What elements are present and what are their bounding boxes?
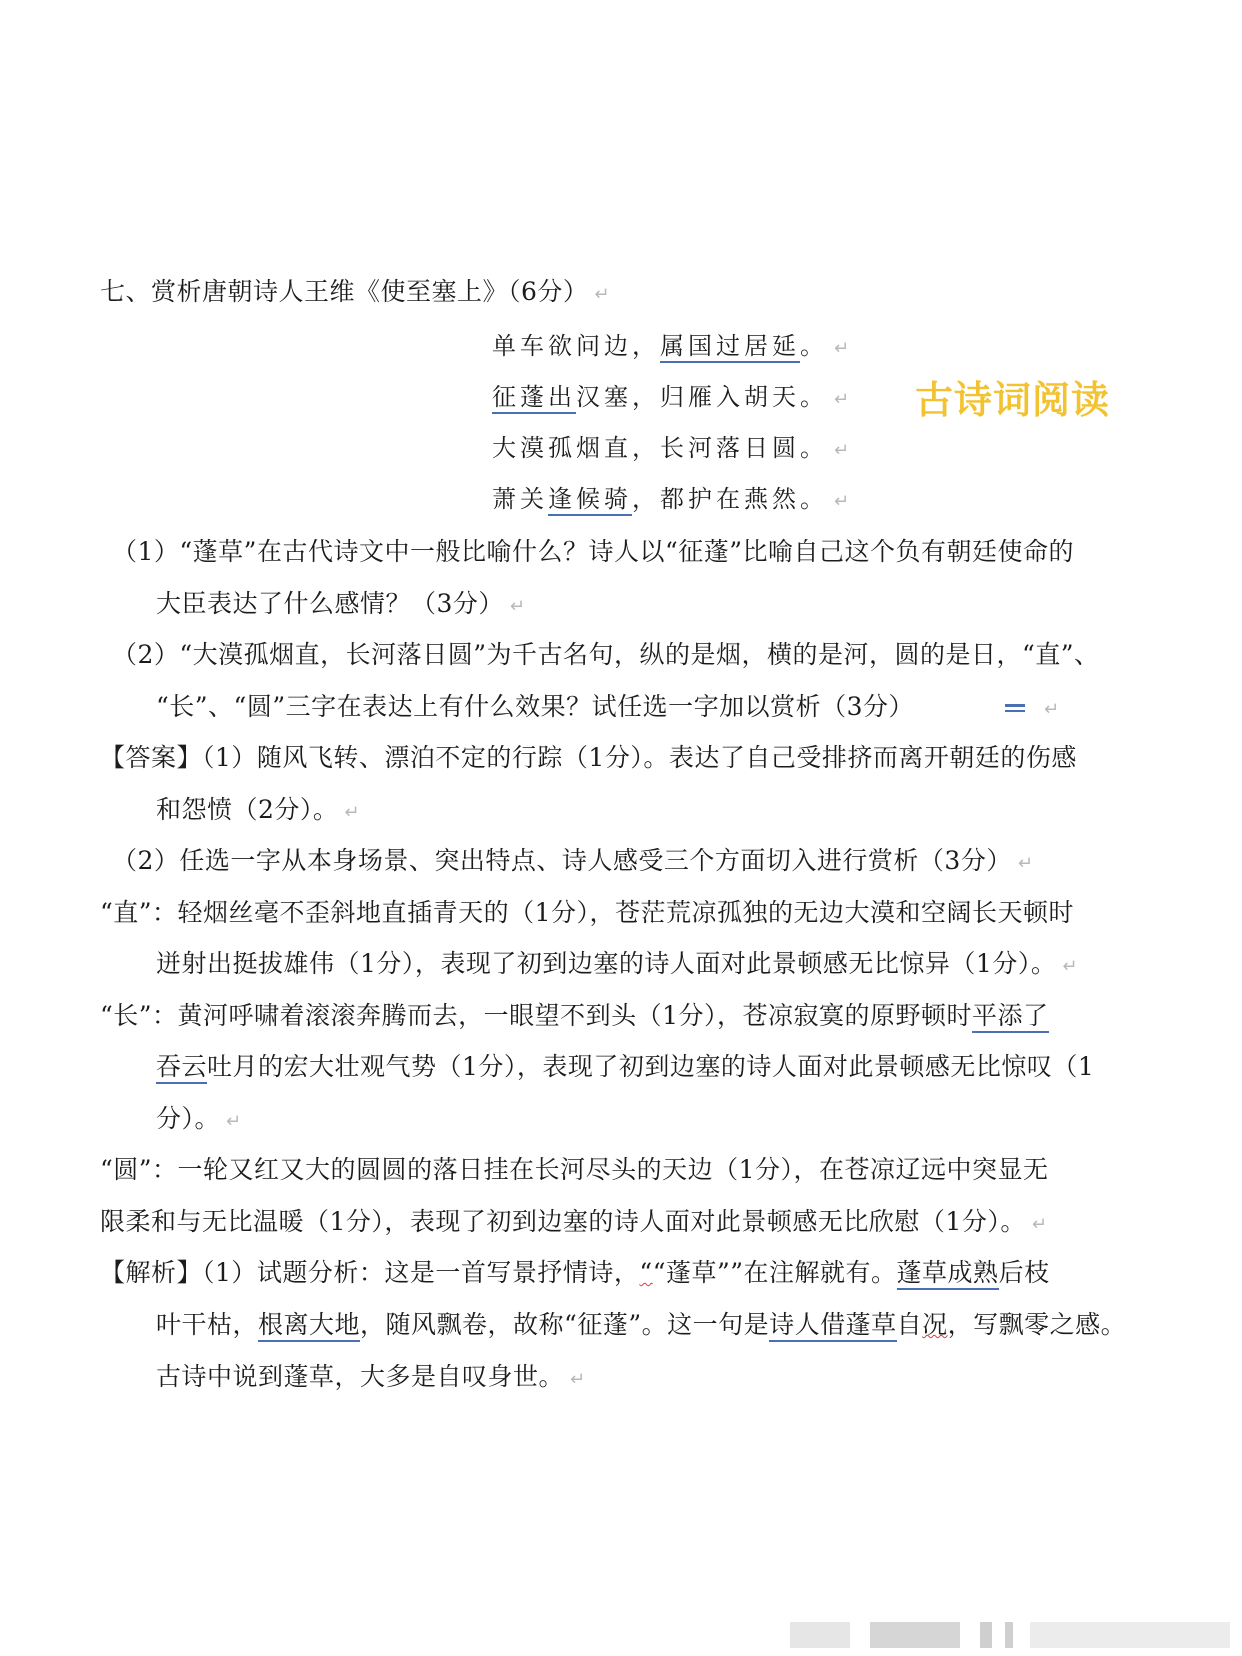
- poem-underline: 征蓬出: [492, 383, 576, 414]
- answer-2: （2）任选一字从本身场景、突出特点、诗人感受三个方面切入进行赏析（3分） ↵: [112, 846, 1034, 875]
- poem-line-1: 单车欲问边，属国过居延。 ↵: [492, 330, 853, 365]
- question-2-cont: “长”、“圆”三字在表达上有什么效果？试任选一字加以赏析（3分）: [156, 692, 915, 721]
- question-2: （2）“大漠孤烟直，长河落日圆”为千古名句，纵的是烟，横的是河，圆的是日，“直”、: [112, 640, 1100, 669]
- edit-marker: [1005, 710, 1025, 712]
- analysis-1: 【解析】（1）试题分析：这是一首写景抒情诗，““蓬草””在注解就有。蓬草成熟后枝: [100, 1256, 1050, 1290]
- poem-underline: 属国过居延: [660, 332, 800, 363]
- text-underline: 吞云: [156, 1052, 207, 1084]
- text-underline: 诗人借蓬草: [769, 1310, 897, 1342]
- fade-block: [1005, 1622, 1013, 1648]
- answer-chang-cont2: 分）。 ↵: [156, 1104, 242, 1133]
- answer-1: 【答案】（1）随风飞转、漂泊不定的行踪（1分）。表达了自己受排挤而离开朝廷的伤感: [100, 743, 1077, 772]
- poem-line-3: 大漠孤烟直，长河落日圆。 ↵: [492, 434, 854, 462]
- spellcheck-mark: “: [639, 1258, 653, 1287]
- poem-line-4: 萧关逢候骑，都护在燕然。 ↵: [492, 483, 853, 518]
- poem-line-2: 征蓬出汉塞，归雁入胡天。 ↵: [492, 381, 853, 416]
- analysis-2: 叶干枯，根离大地，随风飘卷，故称“征蓬”。这一句是诗人借蓬草自况，写飘零之感。: [156, 1308, 1126, 1342]
- question-1: （1）“蓬草”在古代诗文中一般比喻什么？诗人以“征蓬”比喻自己这个负有朝廷使命的: [112, 537, 1075, 566]
- answer-yuan: “圆”：一轮又红又大的圆圆的落日挂在长河尽头的天边（1分），在苍凉辽远中突显无: [100, 1155, 1049, 1184]
- watermark-label: 古诗词阅读: [915, 378, 1111, 422]
- question-title: 七、赏析唐朝诗人王维《使至塞上》（6分） ↵: [100, 277, 611, 306]
- answer-chang-cont: 吞云吐月的宏大壮观气势（1分），表现了初到边塞的诗人面对此景顿感无比惊叹（1: [156, 1050, 1094, 1084]
- fade-block: [1030, 1622, 1230, 1648]
- bottom-fade-strip: [790, 1622, 1242, 1648]
- spellcheck-mark: 况: [922, 1310, 948, 1339]
- fade-block: [980, 1622, 992, 1648]
- return-mark-q2: ↵: [1044, 699, 1060, 720]
- answer-1-cont: 和怨愤（2分）。 ↵: [156, 795, 361, 824]
- question-1-cont: 大臣表达了什么感情？（3分） ↵: [156, 589, 526, 618]
- text-underline: 根离大地: [258, 1310, 360, 1342]
- answer-zhi-cont: 迸射出挺拔雄伟（1分），表现了初到边塞的诗人面对此景顿感无比惊异（1分）。 ↵: [156, 949, 1078, 978]
- analysis-3: 古诗中说到蓬草，大多是自叹身世。 ↵: [156, 1362, 586, 1391]
- poem-underline: 逢候骑: [548, 485, 632, 516]
- edit-marker: [1005, 704, 1025, 707]
- answer-chang: “长”：黄河呼啸着滚滚奔腾而去，一眼望不到头（1分），苍凉寂寞的原野顿时平添了: [100, 999, 1049, 1033]
- answer-zhi: “直”：轻烟丝毫不歪斜地直插青天的（1分），苍茫荒凉孤独的无边大漠和空阔长天顿时: [100, 898, 1074, 927]
- answer-yuan-cont: 限柔和与无比温暖（1分），表现了初到边塞的诗人面对此景顿感无比欣慰（1分）。 ↵: [100, 1207, 1048, 1236]
- return-mark: ↵: [594, 284, 611, 305]
- text-underline: 蓬草成熟: [897, 1258, 999, 1290]
- fade-block: [870, 1622, 960, 1648]
- fade-block: [790, 1622, 850, 1648]
- text-underline: 平添了: [972, 1001, 1049, 1033]
